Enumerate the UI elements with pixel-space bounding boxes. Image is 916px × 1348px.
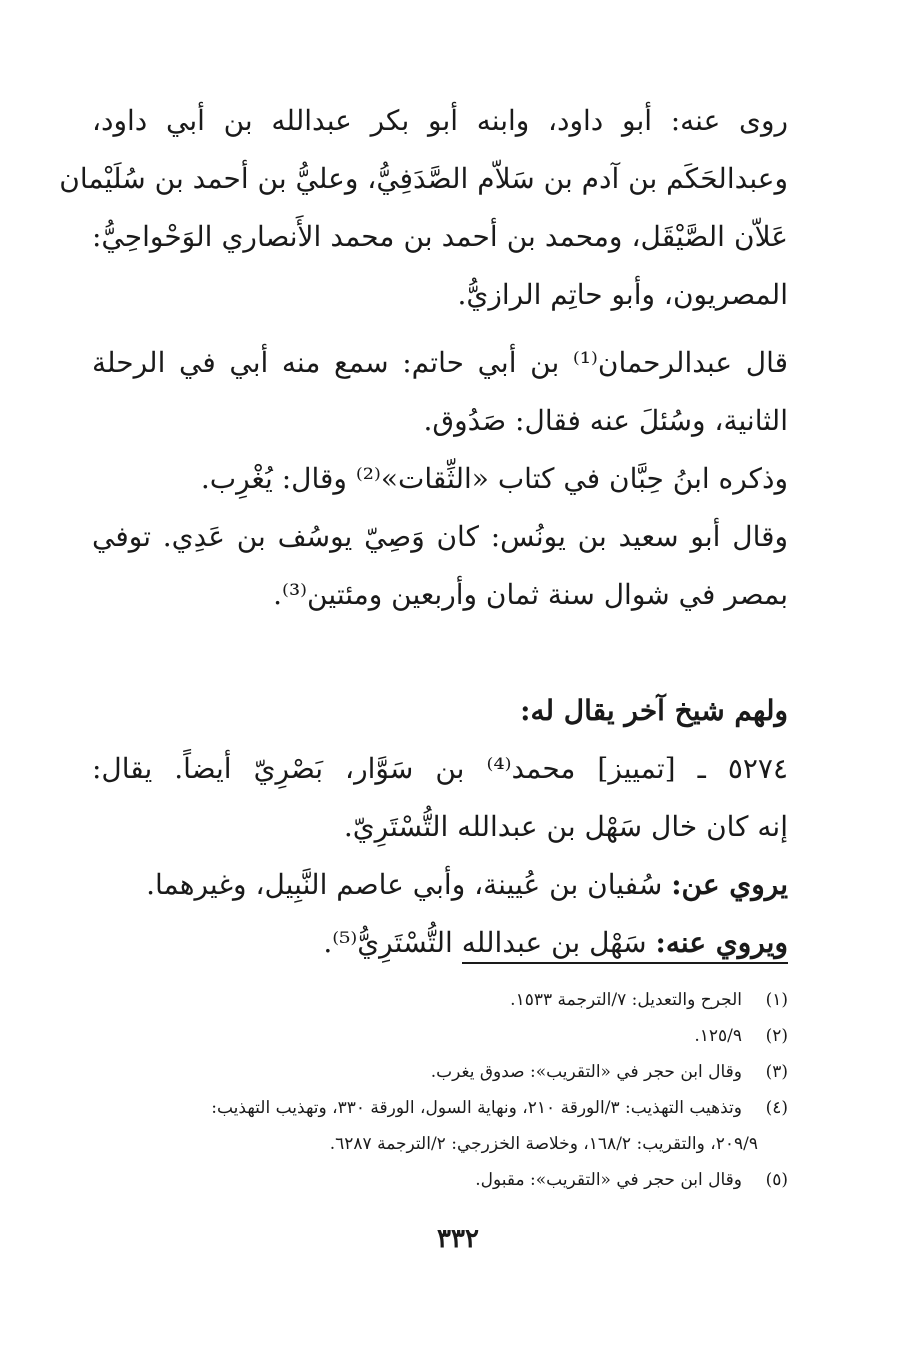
narrates-from-text: سُفيان بن عُيينة، وأبي عاصم النَّبِيل، وغيرهما. bbox=[146, 868, 672, 901]
text-line: الثانية، وسُئلَ عنه فقال: صَدُوق. bbox=[423, 404, 788, 437]
paragraph-ibn-abi-hatim bbox=[92, 334, 788, 450]
narrates-from-line bbox=[92, 856, 788, 914]
paragraph-ibn-hibban bbox=[92, 450, 788, 508]
footnote-number: (١) bbox=[765, 990, 788, 1010]
narrated-by-label: ويروي عنه: bbox=[655, 926, 788, 959]
paragraph-ibn-yunus bbox=[92, 508, 788, 624]
narrated-by-text: سَهْل بن عبدالله التُّسْتَرِيُّ⁽⁵⁾. bbox=[323, 926, 656, 959]
footnote-4-continued bbox=[92, 1126, 788, 1162]
footnote-1 bbox=[92, 982, 788, 1018]
footnote-text: وتذهيب التهذيب: ٣/الورقة ٢١٠، ونهاية السول، الورقة ٣٣٠، وتهذيب التهذيب: bbox=[211, 1098, 742, 1118]
page-number: ٣٣٢ bbox=[437, 1224, 479, 1254]
footnote-number: (٢) bbox=[765, 1026, 788, 1046]
text-line: عَلاّن الصَّيْقَل، ومحمد بن أحمد بن محمد الأَنصاري الوَحْواحِيُّ: bbox=[92, 220, 788, 253]
footnote-number: (٤) bbox=[765, 1098, 788, 1118]
narrates-from-label: يروي عن: bbox=[671, 868, 788, 901]
text-line: المصريون، وأبو حاتِم الرازيُّ. bbox=[457, 278, 788, 311]
footnote-number: (٣) bbox=[765, 1062, 788, 1082]
footnote-number: (٥) bbox=[765, 1170, 788, 1190]
text-line: إنه كان خال سَهْل بن عبدالله التُّسْتَرِيّ. bbox=[343, 810, 788, 843]
footnote-text: الجرح والتعديل: ٧/الترجمة ١٥٣٣. bbox=[510, 990, 742, 1010]
paragraph-narrators bbox=[59, 92, 788, 324]
footnote-4 bbox=[92, 1090, 788, 1126]
text-line: روى عنه: أبو داود، وابنه أبو بكر عبدالله بن أبي داود، bbox=[92, 104, 788, 137]
entry-5274 bbox=[92, 740, 788, 856]
footnote-text: وقال ابن حجر في «التقريب»: مقبول. bbox=[475, 1170, 742, 1190]
text-line: قال عبدالرحمان⁽¹⁾ بن أبي حاتم: سمع منه أبي في الرحلة bbox=[92, 346, 788, 379]
text-line: وذكره ابنُ حِبَّان في كتاب «الثِّقات»⁽²⁾ وقال: يُغْرِب. bbox=[200, 462, 788, 495]
text-line: بمصر في شوال سنة ثمان وأربعين ومئتين⁽³⁾. bbox=[273, 578, 788, 611]
footnote-5 bbox=[92, 1162, 788, 1198]
text-line: وقال أبو سعيد بن يونُس: كان وَصِيّ يوسُف بن عَدِي. توفي bbox=[92, 520, 788, 553]
footnote-text: ٢٠٩/٩، والتقريب: ١٦٨/٢، وخلاصة الخزرجي: ٢/الترجمة ٦٢٨٧. bbox=[329, 1134, 758, 1154]
footnote-text: ١٢٥/٩. bbox=[694, 1026, 742, 1046]
footnote-2 bbox=[92, 1018, 788, 1054]
section-heading: ولهم شيخ آخر يقال له: bbox=[520, 694, 788, 727]
footnote-text: وقال ابن حجر في «التقريب»: صدوق يغرب. bbox=[430, 1062, 742, 1082]
footnote-divider bbox=[462, 962, 788, 964]
text-line: وعبدالحَكَم بن آدم بن سَلاّم الصَّدَفِيُّ، وعليُّ بن أحمد بن سُلَيْمان bbox=[59, 162, 788, 195]
footnotes bbox=[92, 982, 788, 1198]
text-line: ٥٢٧٤ ـ [تمييز] محمد⁽⁴⁾ بن سَوَّار، بَصْرِيّ أيضاً. يقال: bbox=[92, 752, 788, 785]
footnote-3 bbox=[92, 1054, 788, 1090]
main-text bbox=[59, 92, 788, 972]
